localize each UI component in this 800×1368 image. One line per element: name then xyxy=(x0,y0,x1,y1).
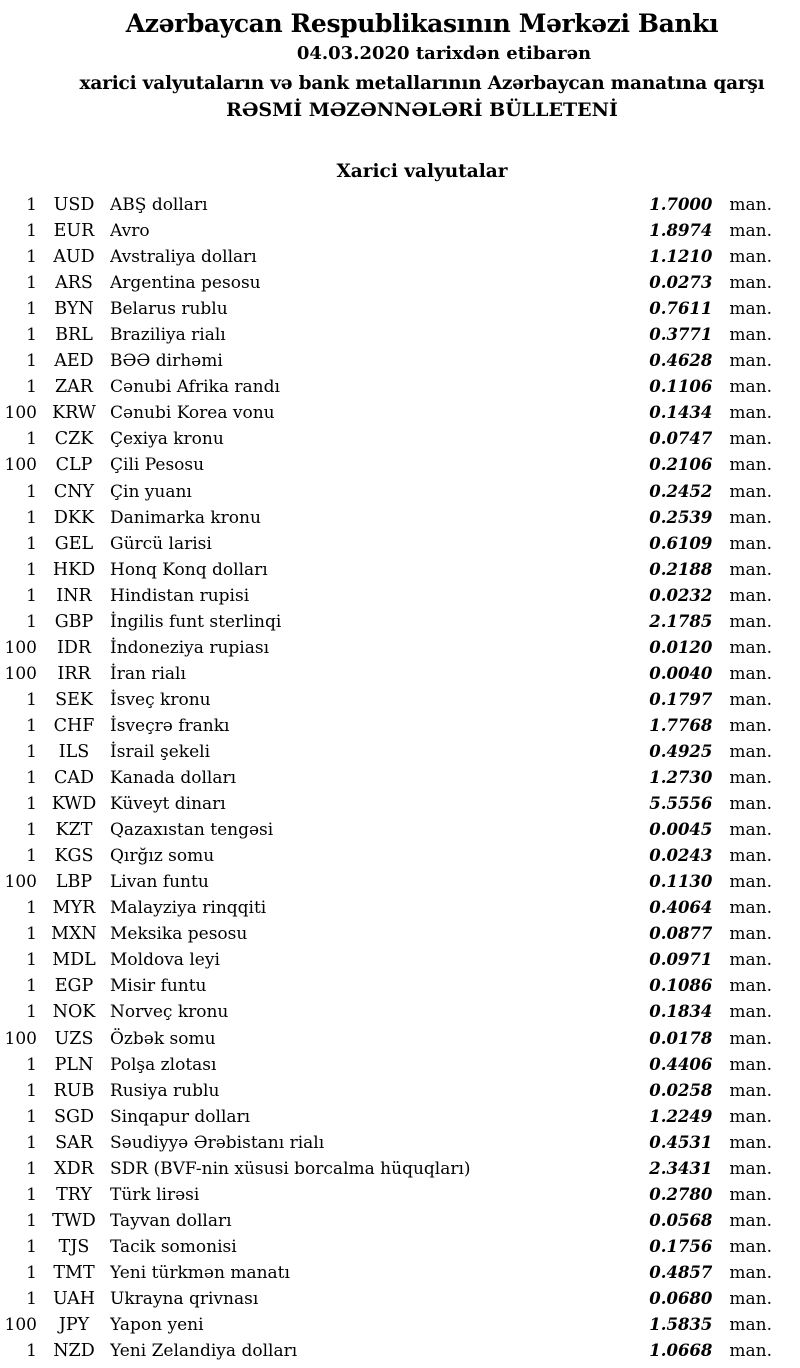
currency-name-cell: Honq Konq dolları xyxy=(110,559,268,580)
quantity-cell: 100 xyxy=(4,872,37,893)
currency-code-cell: PLN xyxy=(54,1054,94,1075)
currency-name-cell: Cənubi Korea vonu xyxy=(110,403,275,424)
rate-unit-cell: man. xyxy=(729,351,772,372)
currency-code-cell: TRY xyxy=(56,1184,92,1205)
currency-code-cell: ARS xyxy=(55,273,93,294)
rate-unit-cell: man. xyxy=(729,221,772,242)
rate-unit-cell: man. xyxy=(729,1262,772,1283)
table-row xyxy=(0,192,800,218)
rate-unit-cell: man. xyxy=(729,403,772,424)
rate-value-cell: 1.5835 xyxy=(649,1315,713,1335)
rate-value-cell: 1.2730 xyxy=(649,768,713,788)
currency-name-cell: Polşa zlotası xyxy=(110,1054,217,1075)
currency-name-cell: Yeni türkmən manatı xyxy=(110,1262,290,1283)
table-row xyxy=(0,713,800,739)
currency-code-cell: ZAR xyxy=(55,377,93,398)
quantity-cell: 1 xyxy=(26,247,37,268)
rate-unit-cell: man. xyxy=(729,533,772,554)
quantity-cell: 1 xyxy=(26,221,37,242)
rate-value-cell: 0.1756 xyxy=(649,1236,713,1256)
rate-value-cell: 0.4925 xyxy=(649,741,713,761)
currency-name-cell: ABŞ dolları xyxy=(110,195,208,215)
rate-value-cell: 0.0877 xyxy=(649,924,713,944)
rate-value-cell: 0.1434 xyxy=(649,403,713,423)
currency-name-cell: Küveyt dinarı xyxy=(110,794,226,815)
currency-name-cell: Yeni Zelandiya dolları xyxy=(110,1341,298,1362)
rate-value-cell: 0.0971 xyxy=(649,950,713,970)
rate-unit-cell: man. xyxy=(729,637,772,658)
table-row xyxy=(0,817,800,843)
currency-name-cell: Tayvan dolları xyxy=(110,1210,232,1231)
rate-value-cell: 1.0668 xyxy=(649,1341,713,1361)
table-row xyxy=(0,426,800,452)
table-row xyxy=(0,1104,800,1130)
rate-unit-cell: man. xyxy=(729,663,772,684)
table-row xyxy=(0,557,800,583)
currency-code-cell: CAD xyxy=(53,768,95,789)
rate-value-cell: 0.1086 xyxy=(649,976,713,996)
rate-value-cell: 0.4857 xyxy=(649,1262,713,1282)
quantity-cell: 1 xyxy=(26,1236,37,1257)
currency-code-cell: KWD xyxy=(51,794,97,815)
rate-value-cell: 0.2188 xyxy=(649,559,713,579)
table-row xyxy=(0,1234,800,1260)
currency-code-cell: IRR xyxy=(57,663,91,684)
currency-code-cell: HKD xyxy=(52,559,96,580)
rate-unit-cell: man. xyxy=(729,1184,772,1205)
currency-name-cell: Misir funtu xyxy=(110,976,207,997)
currency-name-cell: Meksika pesosu xyxy=(110,924,248,945)
rate-value-cell: 0.0258 xyxy=(649,1080,713,1100)
rate-unit-cell: man. xyxy=(729,299,772,320)
currency-code-cell: CHF xyxy=(53,715,95,736)
table-row xyxy=(0,973,800,999)
rate-value-cell: 0.2106 xyxy=(649,455,713,475)
currency-code-cell: KRW xyxy=(52,403,96,424)
rate-value-cell: 0.4531 xyxy=(649,1132,713,1152)
currency-code-cell: TMT xyxy=(53,1262,95,1283)
rate-value-cell: 1.7768 xyxy=(649,715,713,735)
currency-code-cell: NOK xyxy=(52,1002,96,1023)
table-row xyxy=(0,739,800,765)
table-row xyxy=(0,452,800,478)
currency-name-cell: Çili Pesosu xyxy=(110,455,205,476)
rate-value-cell: 0.4628 xyxy=(649,351,713,371)
rate-value-cell: 1.7000 xyxy=(649,195,713,214)
table-row xyxy=(0,270,800,296)
rate-unit-cell: man. xyxy=(729,846,772,867)
rate-value-cell: 0.0568 xyxy=(649,1210,713,1230)
bulletin-page xyxy=(0,9,800,1368)
quantity-cell: 1 xyxy=(26,1210,37,1231)
quantity-cell: 1 xyxy=(26,1341,37,1362)
quantity-cell: 1 xyxy=(26,1184,37,1205)
rate-unit-cell: man. xyxy=(729,1341,772,1362)
currency-code-cell: RUB xyxy=(53,1080,95,1101)
rate-value-cell: 0.0232 xyxy=(649,585,713,605)
table-row xyxy=(0,687,800,713)
rate-value-cell: 1.8974 xyxy=(649,221,713,241)
currency-code-cell: UZS xyxy=(54,1028,94,1049)
currency-code-cell: INR xyxy=(56,585,92,606)
quantity-cell: 100 xyxy=(4,1028,37,1049)
currency-code-cell: ILS xyxy=(58,741,90,762)
scope-line: xarici valyutaların və bank metallarının Azərbaycan manatına qarşı xyxy=(79,73,765,94)
currency-code-cell: USD xyxy=(53,195,95,215)
rate-unit-cell: man. xyxy=(729,273,772,294)
quantity-cell: 1 xyxy=(26,768,37,789)
quantity-cell: 1 xyxy=(26,846,37,867)
rate-unit-cell: man. xyxy=(729,689,772,710)
currency-name-cell: İran rialı xyxy=(110,663,186,684)
currency-name-cell: Qazaxıstan tengəsi xyxy=(110,820,274,841)
rate-value-cell: 2.1785 xyxy=(649,611,713,631)
rate-unit-cell: man. xyxy=(729,1080,772,1101)
currency-code-cell: KZT xyxy=(55,820,93,841)
quantity-cell: 1 xyxy=(26,195,37,215)
bank-title: Azərbaycan Respublikasının Mərkəzi Bankı xyxy=(125,9,719,38)
currency-code-cell: DKK xyxy=(53,507,95,528)
rate-unit-cell: man. xyxy=(729,1158,772,1179)
rate-value-cell: 5.5556 xyxy=(649,794,713,814)
currency-name-cell: Norveç kronu xyxy=(110,1002,229,1023)
rate-unit-cell: man. xyxy=(729,611,772,632)
quantity-cell: 100 xyxy=(4,403,37,424)
currency-name-cell: Özbək somu xyxy=(110,1028,216,1049)
currency-code-cell: GBP xyxy=(54,611,94,632)
currency-name-cell: İsveçrə frankı xyxy=(110,715,230,736)
rate-unit-cell: man. xyxy=(729,1028,772,1049)
rate-unit-cell: man. xyxy=(729,1106,772,1127)
quantity-cell: 1 xyxy=(26,1106,37,1127)
currency-code-cell: AED xyxy=(54,351,94,372)
rate-unit-cell: man. xyxy=(729,455,772,476)
currency-name-cell: Hindistan rupisi xyxy=(110,585,250,606)
currency-code-cell: SEK xyxy=(55,689,93,710)
currency-name-cell: Rusiya rublu xyxy=(110,1080,220,1101)
table-row xyxy=(0,374,800,400)
currency-name-cell: Çin yuanı xyxy=(110,481,192,502)
quantity-cell: 1 xyxy=(26,741,37,762)
currency-code-cell: JPY xyxy=(58,1315,90,1336)
currency-name-cell: İngilis funt sterlinqi xyxy=(110,611,282,632)
rate-unit-cell: man. xyxy=(729,585,772,606)
rate-unit-cell: man. xyxy=(729,820,772,841)
rate-value-cell: 0.4406 xyxy=(649,1054,713,1074)
quantity-cell: 1 xyxy=(26,898,37,919)
currency-code-cell: BRL xyxy=(55,325,93,346)
currency-code-cell: EUR xyxy=(53,221,95,242)
rate-value-cell: 1.1210 xyxy=(649,247,713,267)
table-row xyxy=(0,609,800,635)
currency-name-cell: İndoneziya rupiası xyxy=(110,637,270,658)
table-row xyxy=(0,661,800,687)
table-row xyxy=(0,218,800,244)
table-row xyxy=(0,869,800,895)
rate-unit-cell: man. xyxy=(729,195,772,215)
rate-value-cell: 0.4064 xyxy=(649,898,713,918)
table-row xyxy=(0,635,800,661)
rate-value-cell: 0.0178 xyxy=(649,1028,713,1048)
rate-value-cell: 0.0045 xyxy=(649,820,713,840)
currency-code-cell: UAH xyxy=(52,1288,96,1309)
currency-name-cell: Avstraliya dolları xyxy=(110,247,257,268)
quantity-cell: 1 xyxy=(26,950,37,971)
currency-code-cell: NZD xyxy=(53,1341,95,1362)
currency-name-cell: Türk lirəsi xyxy=(110,1184,200,1205)
rate-value-cell: 0.0040 xyxy=(649,663,713,683)
currency-code-cell: CZK xyxy=(54,429,94,450)
rate-unit-cell: man. xyxy=(729,377,772,398)
table-row xyxy=(0,244,800,270)
bulletin-name-line: RƏSMİ MƏZƏNNƏLƏRİ BÜLLETENİ xyxy=(226,99,618,121)
quantity-cell: 1 xyxy=(26,715,37,736)
rate-unit-cell: man. xyxy=(729,325,772,346)
quantity-cell: 1 xyxy=(26,611,37,632)
rate-value-cell: 0.2539 xyxy=(649,507,713,527)
currency-name-cell: Sinqapur dolları xyxy=(110,1106,251,1127)
currency-name-cell: Argentina pesosu xyxy=(110,273,261,294)
currency-name-cell: Yapon yeni xyxy=(110,1315,204,1336)
table-row xyxy=(0,322,800,348)
currency-name-cell: Livan funtu xyxy=(110,872,209,893)
quantity-cell: 1 xyxy=(26,299,37,320)
currency-code-cell: IDR xyxy=(56,637,92,658)
currency-code-cell: TWD xyxy=(52,1210,96,1231)
rate-unit-cell: man. xyxy=(729,898,772,919)
currency-name-cell: Gürcü larisi xyxy=(110,533,212,554)
quantity-cell: 1 xyxy=(26,325,37,346)
currency-name-cell: Çexiya kronu xyxy=(110,429,224,450)
rate-unit-cell: man. xyxy=(729,950,772,971)
currency-name-cell: Tacik somonisi xyxy=(110,1236,237,1257)
rate-unit-cell: man. xyxy=(729,507,772,528)
table-row xyxy=(0,1312,800,1338)
currency-name-cell: Avro xyxy=(110,221,150,242)
rate-unit-cell: man. xyxy=(729,1288,772,1309)
rate-value-cell: 0.2452 xyxy=(649,481,713,501)
currency-name-cell: Kanada dolları xyxy=(110,768,237,789)
quantity-cell: 1 xyxy=(26,1080,37,1101)
table-row xyxy=(0,1130,800,1156)
currency-name-cell: BƏƏ dirhəmi xyxy=(110,351,223,372)
currency-code-cell: MDL xyxy=(52,950,96,971)
currency-name-cell: Qırğız somu xyxy=(110,846,215,867)
quantity-cell: 1 xyxy=(26,1132,37,1153)
quantity-cell: 1 xyxy=(26,1054,37,1075)
currency-code-cell: XDR xyxy=(54,1158,94,1179)
table-row xyxy=(0,348,800,374)
currency-name-cell: Malayziya rinqqiti xyxy=(110,898,267,919)
rate-unit-cell: man. xyxy=(729,715,772,736)
quantity-cell: 1 xyxy=(26,1158,37,1179)
currency-code-cell: SGD xyxy=(54,1106,94,1127)
quantity-cell: 1 xyxy=(26,351,37,372)
table-row xyxy=(0,765,800,791)
table-row xyxy=(0,531,800,557)
quantity-cell: 1 xyxy=(26,820,37,841)
quantity-cell: 1 xyxy=(26,924,37,945)
rate-value-cell: 0.1797 xyxy=(649,689,713,709)
currency-code-cell: SAR xyxy=(55,1132,93,1153)
quantity-cell: 1 xyxy=(26,976,37,997)
section-title-foreign-currencies: Xarici valyutalar xyxy=(336,161,508,182)
table-row xyxy=(0,400,800,426)
quantity-cell: 1 xyxy=(26,1002,37,1023)
rate-unit-cell: man. xyxy=(729,481,772,502)
rate-unit-cell: man. xyxy=(729,1002,772,1023)
table-row xyxy=(0,1078,800,1104)
quantity-cell: 1 xyxy=(26,1288,37,1309)
quantity-cell: 1 xyxy=(26,481,37,502)
table-row xyxy=(0,1338,800,1364)
table-row xyxy=(0,999,800,1025)
rate-value-cell: 0.0680 xyxy=(649,1288,713,1308)
quantity-cell: 1 xyxy=(26,429,37,450)
currency-name-cell: Moldova leyi xyxy=(110,950,220,971)
rate-unit-cell: man. xyxy=(729,1315,772,1336)
rate-value-cell: 0.1106 xyxy=(649,377,713,397)
currency-name-cell: Danimarka kronu xyxy=(110,507,261,528)
currency-name-cell: İsveç kronu xyxy=(110,689,211,710)
exchange-rates-table xyxy=(0,192,800,1364)
currency-name-cell: İsrail şekeli xyxy=(110,741,210,762)
quantity-cell: 1 xyxy=(26,585,37,606)
table-row xyxy=(0,1026,800,1052)
rate-value-cell: 0.1834 xyxy=(649,1002,713,1022)
quantity-cell: 100 xyxy=(4,637,37,658)
rate-unit-cell: man. xyxy=(729,741,772,762)
quantity-cell: 1 xyxy=(26,794,37,815)
rate-value-cell: 0.0747 xyxy=(649,429,713,449)
rate-value-cell: 0.0120 xyxy=(649,637,713,657)
bulletin-header xyxy=(42,9,800,185)
currency-code-cell: BYN xyxy=(54,299,94,320)
rate-value-cell: 0.3771 xyxy=(649,325,713,345)
table-row xyxy=(0,1260,800,1286)
table-row xyxy=(0,1286,800,1312)
rate-unit-cell: man. xyxy=(729,924,772,945)
rate-unit-cell: man. xyxy=(729,1132,772,1153)
effective-date-line: 04.03.2020 tarixdən etibarən xyxy=(296,43,592,64)
currency-name-cell: Braziliya rialı xyxy=(110,325,226,346)
rate-value-cell: 0.0273 xyxy=(649,273,713,293)
rate-value-cell: 0.6109 xyxy=(649,533,713,553)
rate-value-cell: 0.2780 xyxy=(649,1184,713,1204)
quantity-cell: 100 xyxy=(4,1315,37,1336)
table-row xyxy=(0,1052,800,1078)
rate-unit-cell: man. xyxy=(729,794,772,815)
quantity-cell: 1 xyxy=(26,273,37,294)
quantity-cell: 1 xyxy=(26,1262,37,1283)
rate-unit-cell: man. xyxy=(729,872,772,893)
table-row xyxy=(0,947,800,973)
rate-unit-cell: man. xyxy=(729,768,772,789)
currency-code-cell: TJS xyxy=(58,1236,90,1257)
table-row xyxy=(0,1182,800,1208)
table-row xyxy=(0,505,800,531)
rate-unit-cell: man. xyxy=(729,429,772,450)
currency-name-cell: SDR (BVF-nin xüsusi borcalma hüquqları) xyxy=(110,1158,471,1179)
quantity-cell: 1 xyxy=(26,559,37,580)
currency-code-cell: EGP xyxy=(54,976,94,997)
rate-unit-cell: man. xyxy=(729,1210,772,1231)
currency-code-cell: KGS xyxy=(54,846,94,867)
quantity-cell: 1 xyxy=(26,507,37,528)
currency-code-cell: CLP xyxy=(55,455,93,476)
quantity-cell: 100 xyxy=(4,663,37,684)
rate-unit-cell: man. xyxy=(729,559,772,580)
rate-unit-cell: man. xyxy=(729,976,772,997)
currency-code-cell: GEL xyxy=(54,533,94,554)
table-row xyxy=(0,479,800,505)
currency-name-cell: Ukrayna qrivnası xyxy=(110,1288,259,1309)
currency-code-cell: MXN xyxy=(51,924,97,945)
rate-value-cell: 0.1130 xyxy=(649,872,713,892)
rate-value-cell: 0.7611 xyxy=(649,299,713,319)
quantity-cell: 1 xyxy=(26,533,37,554)
rate-value-cell: 2.3431 xyxy=(649,1158,713,1178)
rate-unit-cell: man. xyxy=(729,1236,772,1257)
table-row xyxy=(0,895,800,921)
table-row xyxy=(0,1156,800,1182)
table-row xyxy=(0,583,800,609)
currency-code-cell: MYR xyxy=(52,898,96,919)
table-row xyxy=(0,1208,800,1234)
currency-code-cell: LBP xyxy=(55,872,93,893)
currency-name-cell: Səudiyyə Ərəbistanı rialı xyxy=(110,1132,325,1153)
currency-code-cell: CNY xyxy=(53,481,95,502)
table-row xyxy=(0,296,800,322)
rate-value-cell: 0.0243 xyxy=(649,846,713,866)
currency-code-cell: AUD xyxy=(53,247,95,268)
rate-value-cell: 1.2249 xyxy=(649,1106,713,1126)
table-row xyxy=(0,843,800,869)
currency-name-cell: Cənubi Afrika randı xyxy=(110,377,280,398)
table-row xyxy=(0,791,800,817)
quantity-cell: 1 xyxy=(26,377,37,398)
rate-unit-cell: man. xyxy=(729,1054,772,1075)
rate-unit-cell: man. xyxy=(729,247,772,268)
currency-name-cell: Belarus rublu xyxy=(110,299,228,320)
table-row xyxy=(0,921,800,947)
quantity-cell: 1 xyxy=(26,689,37,710)
quantity-cell: 100 xyxy=(4,455,37,476)
